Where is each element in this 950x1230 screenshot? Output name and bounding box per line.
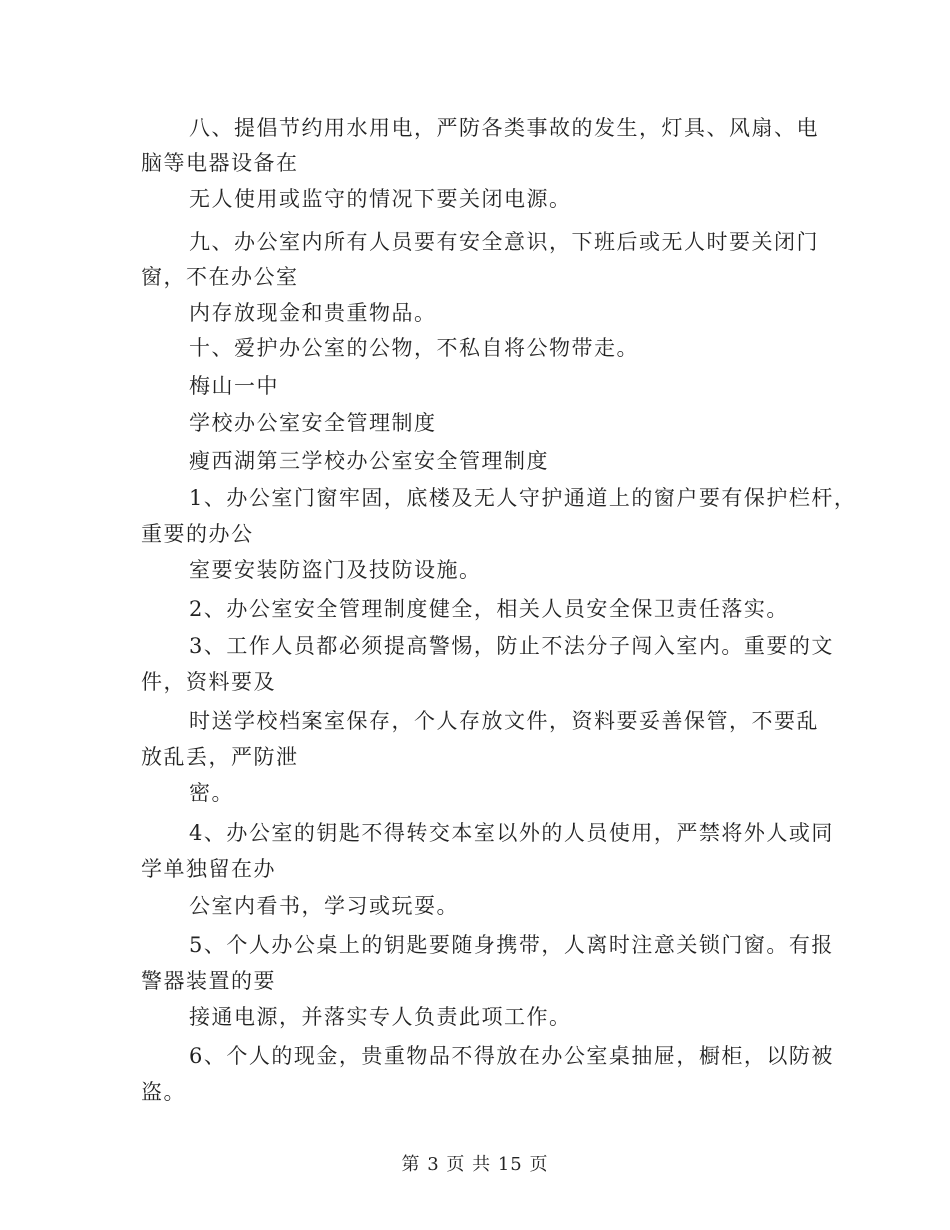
text-line: 放乱丢，严防泄: [141, 745, 299, 769]
text-line: 八、提倡节约用水用电，严防各类事故的发生，灯具、风扇、电: [189, 116, 819, 140]
text-line: 无人使用或监守的情况下要关闭电源。: [189, 187, 572, 211]
text-line: 九、办公室内所有人员要有安全意识，下班后或无人时要关闭门: [189, 230, 819, 254]
text-line: 件，资料要及: [141, 670, 276, 694]
text-line: 3、工作人员都必须提高警惕，防止不法分子闯入室内。重要的文: [189, 634, 834, 658]
text-line: 公室内看书，学习或玩耍。: [189, 894, 459, 918]
text-line: 盗。: [141, 1080, 186, 1104]
text-line: 1、办公室门窗牢固，底楼及无人守护通道上的窗户要有保护栏杆，: [189, 486, 857, 510]
text-line: 6、个人的现金，贵重物品不得放在办公室桌抽屉，橱柜，以防被: [189, 1044, 834, 1068]
text-line: 重要的办公: [141, 522, 254, 546]
text-line: 室要安装防盗门及技防设施。: [189, 558, 482, 582]
text-line: 警器装置的要: [141, 969, 276, 993]
text-line: 2、办公室安全管理制度健全，相关人员安全保卫责任落实。: [189, 597, 789, 621]
text-line: 窗，不在办公室: [141, 265, 299, 289]
page-number-footer: 第 3 页 共 15 页: [401, 1154, 549, 1175]
text-line: 学校办公室安全管理制度: [189, 411, 437, 435]
text-line: 密。: [189, 781, 234, 805]
text-line: 学单独留在办: [141, 857, 276, 881]
text-line: 梅山一中: [189, 374, 279, 398]
text-line: 时送学校档案室保存，个人存放文件，资料要妥善保管，不要乱: [189, 709, 819, 733]
text-line: 瘦西湖第三学校办公室安全管理制度: [189, 449, 549, 473]
text-line: 内存放现金和贵重物品。: [189, 301, 437, 325]
text-line: 脑等电器设备在: [141, 151, 299, 175]
text-line: 4、办公室的钥匙不得转交本室以外的人员使用，严禁将外人或同: [189, 821, 834, 845]
text-line: 5、个人办公桌上的钥匙要随身携带，人离时注意关锁门窗。有报: [189, 933, 834, 957]
text-line: 十、爱护办公室的公物，不私自将公物带走。: [189, 336, 639, 360]
text-line: 接通电源，并落实专人负责此项工作。: [189, 1005, 572, 1029]
